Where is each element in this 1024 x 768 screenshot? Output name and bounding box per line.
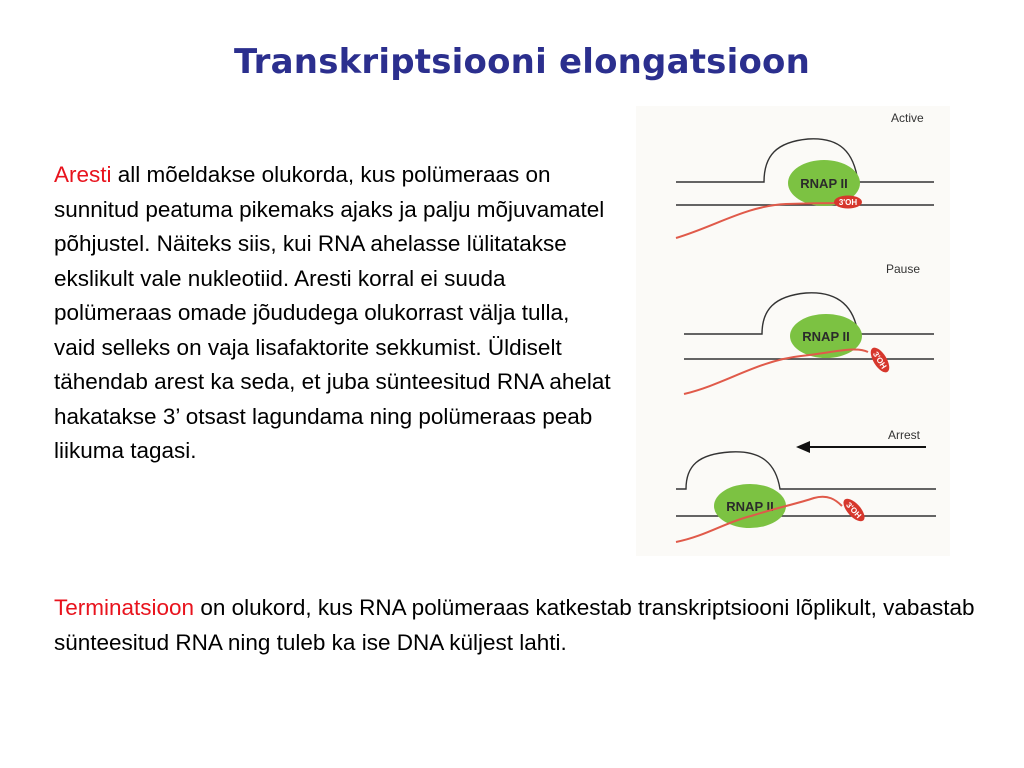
rnap-ii-label: RNAP II xyxy=(726,499,774,514)
elongation-diagram xyxy=(636,106,950,556)
rnap-ii-label: RNAP II xyxy=(800,176,848,191)
arrest-paragraph xyxy=(54,158,614,469)
rnap-ii-label: RNAP II xyxy=(802,329,850,344)
active-label: Active xyxy=(891,111,924,125)
active-panel xyxy=(676,111,934,238)
arrest-panel xyxy=(676,428,936,542)
arrest-description: all mõeldakse olukorda, kus polümeraas on sunnitud peatuma pikemaks ajaks ja palju mõjuvamatel põhjustel. Näiteks siis, kui RNA ahelasse lülitatakse ekslikult vale nukleotiid. Aresti korral ei suuda polümeraas omade jõududega olukorrast välja tulla, vaid selleks on vaja lisafaktorite sekkumist. Üldiselt tähendab arest ka seda, et juba sünteesitud RNA ahelat hakatakse 3’ otsast lagundama ning polümeraas peab liikuma tagasi. xyxy=(54,162,611,463)
three-prime-oh-label: 3'OH xyxy=(844,500,864,521)
elongation-states-figure xyxy=(636,106,950,556)
page-title: Transkriptsiooni elongatsioon xyxy=(234,42,810,82)
three-prime-oh-label: 3'OH xyxy=(838,198,858,207)
three-prime-oh-label: 3'OH xyxy=(870,350,889,371)
arrest-label: Arrest xyxy=(888,428,921,442)
pause-panel xyxy=(684,262,934,394)
termination-paragraph xyxy=(54,591,984,660)
termination-term: Terminatsioon xyxy=(54,595,195,620)
arrest-term: Aresti xyxy=(54,162,112,187)
termination-description: on olukord, kus RNA polümeraas katkestab transkriptsiooni lõplikult, vabastab sünteesitud RNA ning tuleb ka ise DNA küljest lahti. xyxy=(54,595,975,655)
dna-template-strand xyxy=(676,452,936,489)
rna-transcript xyxy=(676,203,846,238)
pause-label: Pause xyxy=(886,262,921,276)
backtracking-arrow-head xyxy=(796,441,810,453)
